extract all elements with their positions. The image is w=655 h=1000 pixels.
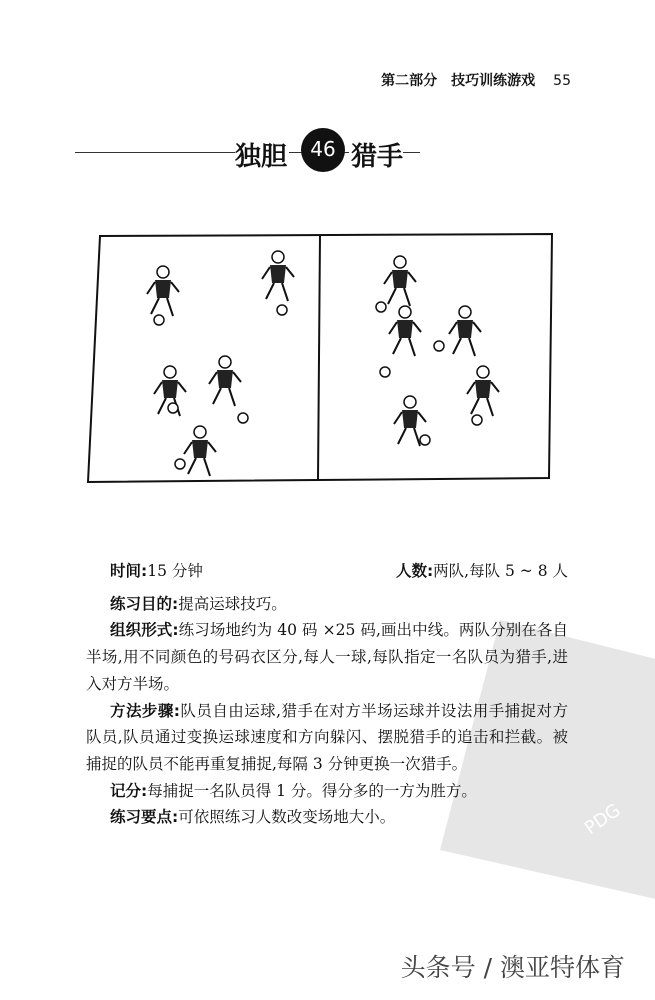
paragraph-label: 练习要点: bbox=[110, 808, 179, 827]
soccer-ball bbox=[420, 435, 430, 445]
people-info bbox=[396, 558, 568, 585]
paragraph-label: 记分: bbox=[110, 781, 148, 800]
paragraph-text: 提高运球技巧。 bbox=[178, 594, 287, 613]
title-right: 猎手 bbox=[349, 136, 403, 173]
player-figure bbox=[147, 266, 179, 316]
time-label: 时间: bbox=[110, 562, 148, 580]
title-left: 独胆 bbox=[235, 136, 289, 173]
people-value: 两队,每队 5 ~ 8 人 bbox=[433, 562, 568, 580]
player-figure bbox=[467, 366, 499, 416]
soccer-ball bbox=[380, 367, 390, 377]
paragraph-method bbox=[86, 698, 568, 778]
player-figure bbox=[209, 356, 241, 406]
header-section: 技巧训练游戏 bbox=[451, 73, 536, 89]
time-value: 15 分钟 bbox=[147, 562, 203, 580]
paragraph-text: 队员自由运球,猎手在对方半场运球并设法用手捕捉对方队员,队员通过变换运球速度和方向躲闪、摆脱猎手的追击和拦截。被捕捉的队员不能再重复捕捉,每隔 3 分钟更换一次猎手。 bbox=[86, 701, 568, 773]
game-title bbox=[75, 128, 555, 172]
running-header bbox=[367, 70, 571, 90]
svg-text:PDG: PDG bbox=[580, 799, 625, 840]
player-figure bbox=[262, 251, 294, 301]
player-figure bbox=[449, 306, 481, 356]
paragraph-text: 可依照练习人数改变场地大小。 bbox=[178, 808, 396, 827]
center-line bbox=[318, 235, 320, 480]
player-figure bbox=[184, 426, 216, 476]
soccer-ball bbox=[238, 413, 248, 423]
paragraph-text: 每捕捉一名队员得 1 分。得分多的一方为胜方。 bbox=[147, 781, 477, 800]
paragraph-organization bbox=[86, 617, 568, 697]
soccer-ball bbox=[168, 403, 178, 413]
meta-row bbox=[86, 558, 568, 585]
soccer-ball bbox=[376, 302, 386, 312]
paragraph-label: 组织形式: bbox=[110, 621, 179, 640]
field-diagram bbox=[85, 232, 555, 490]
players bbox=[147, 251, 499, 476]
soccer-ball bbox=[434, 341, 444, 351]
time-info bbox=[110, 558, 203, 585]
paragraph-label: 练习目的: bbox=[110, 594, 179, 613]
paragraph-scoring bbox=[86, 778, 568, 805]
people-label: 人数: bbox=[395, 562, 434, 580]
body-text bbox=[86, 558, 568, 831]
soccer-ball bbox=[154, 315, 164, 325]
player-figure bbox=[384, 256, 416, 306]
paragraph-key-points bbox=[86, 804, 568, 831]
soccer-ball bbox=[472, 415, 482, 425]
game-number-badge: 46 bbox=[301, 128, 345, 172]
page-number: 55 bbox=[553, 73, 571, 89]
footer-watermark: 头条号 / 澳亚特体育 bbox=[400, 953, 625, 982]
soccer-ball bbox=[277, 305, 287, 315]
paragraph-label: 方法步骤: bbox=[110, 701, 180, 720]
paragraph-text: 练习场地约为 40 码 ×25 码,画出中线。两队分别在各自半场,用不同颜色的号码衣区分,每人一球,每队指定一名队员为猎手,进入对方半场。 bbox=[86, 621, 568, 693]
soccer-ball bbox=[175, 459, 185, 469]
header-part: 第二部分 bbox=[381, 73, 438, 89]
paragraph-purpose bbox=[86, 591, 568, 618]
player-figure bbox=[389, 306, 421, 356]
